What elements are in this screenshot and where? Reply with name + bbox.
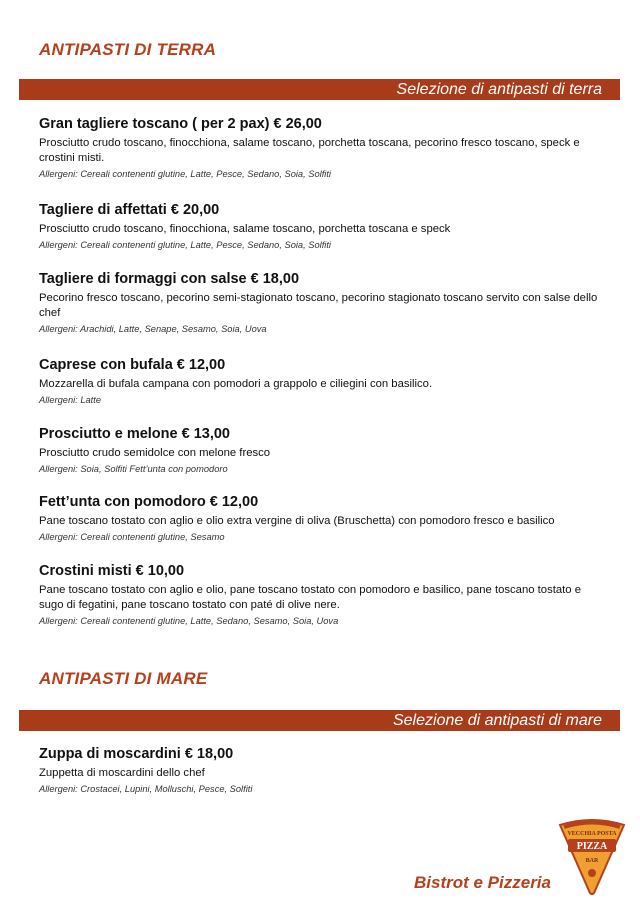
dish-title: Crostini misti € 10,00 — [39, 563, 185, 579]
logo-text-middle: PIZZA — [576, 841, 608, 852]
menu-item — [39, 116, 599, 181]
dish-title: Tagliere di formaggi con salse € 18,00 — [39, 271, 300, 287]
dish-allergens: Allergeni: Cereali contenenti glutine, Latte, Pesce, Sedano, Soia, Solfiti — [39, 169, 331, 179]
dish-description: Mozzarella di bufala campana con pomodori a grappolo e ciliegini con basilico. — [39, 378, 433, 390]
dish-allergens: Allergeni: Soia, Solfiti Fett’unta con pomodoro — [39, 464, 228, 474]
menu-item — [39, 202, 599, 252]
dish-title: Zuppa di moscardini € 18,00 — [39, 746, 234, 762]
menu-item — [39, 271, 599, 336]
dish-title: Gran tagliere toscano ( per 2 pax) € 26,00 — [39, 116, 322, 132]
menu-item — [39, 746, 599, 796]
pizza-logo-icon — [556, 815, 628, 895]
dish-description: Prosciutto crudo toscano, finocchiona, salame toscano, porchetta toscana e speck — [39, 223, 451, 235]
section-band-mare: Selezione di antipasti di mare — [19, 710, 620, 731]
dish-description: Zuppetta di moscardini dello chef — [39, 767, 205, 779]
logo-text-bottom: BAR — [585, 858, 599, 864]
dish-allergens: Allergeni: Cereali contenenti glutine, Latte, Pesce, Sedano, Soia, Solfiti — [39, 240, 331, 250]
logo-text-top: VECCHIA POSTA — [567, 831, 617, 837]
dish-title: Caprese con bufala € 12,00 — [39, 357, 226, 373]
dish-description: Pecorino fresco toscano, pecorino semi-stagionato toscano, pecorino stagionato toscano servito con salse dello chef — [39, 292, 598, 319]
dish-title: Prosciutto e melone € 13,00 — [39, 426, 230, 442]
dish-description: Prosciutto crudo toscano, finocchiona, salame toscano, porchetta toscana, pecorino fresco toscano, speck e crostini misti. — [39, 137, 580, 164]
menu-item — [39, 357, 599, 407]
dish-title: Tagliere di affettati € 20,00 — [39, 202, 220, 218]
dish-description: Pane toscano tostato con aglio e olio extra vergine di oliva (Bruschetta) con pomodoro fresco e basilico — [39, 515, 555, 527]
section-title-mare: ANTIPASTI DI MARE — [39, 669, 208, 688]
footer-brand: Bistrot e Pizzeria — [414, 873, 551, 892]
dish-allergens: Allergeni: Arachidi, Latte, Senape, Sesamo, Soia, Uova — [39, 324, 267, 334]
menu-item — [39, 494, 599, 544]
dish-allergens: Allergeni: Latte — [39, 395, 102, 405]
dish-title: Fett’unta con pomodoro € 12,00 — [39, 494, 259, 510]
section-title-terra: ANTIPASTI DI TERRA — [39, 40, 217, 59]
dish-description: Prosciutto crudo semidolce con melone fresco — [39, 447, 271, 459]
dish-allergens: Allergeni: Cereali contenenti glutine, Sesamo — [39, 532, 225, 542]
section-band-terra: Selezione di antipasti di terra — [19, 79, 620, 100]
dish-allergens: Allergeni: Cereali contenenti glutine, Latte, Sedano, Sesamo, Soia, Uova — [39, 616, 339, 626]
menu-item — [39, 563, 599, 628]
dish-allergens: Allergeni: Crostacei, Lupini, Molluschi, Pesce, Solfiti — [39, 784, 253, 794]
menu-item — [39, 426, 599, 476]
dish-description: Pane toscano tostato con aglio e olio, pane toscano tostato con pomodoro e basilico, pane toscano tostato e sugo di fegatini, pane toscano tostato con paté di olive nere. — [39, 584, 581, 611]
